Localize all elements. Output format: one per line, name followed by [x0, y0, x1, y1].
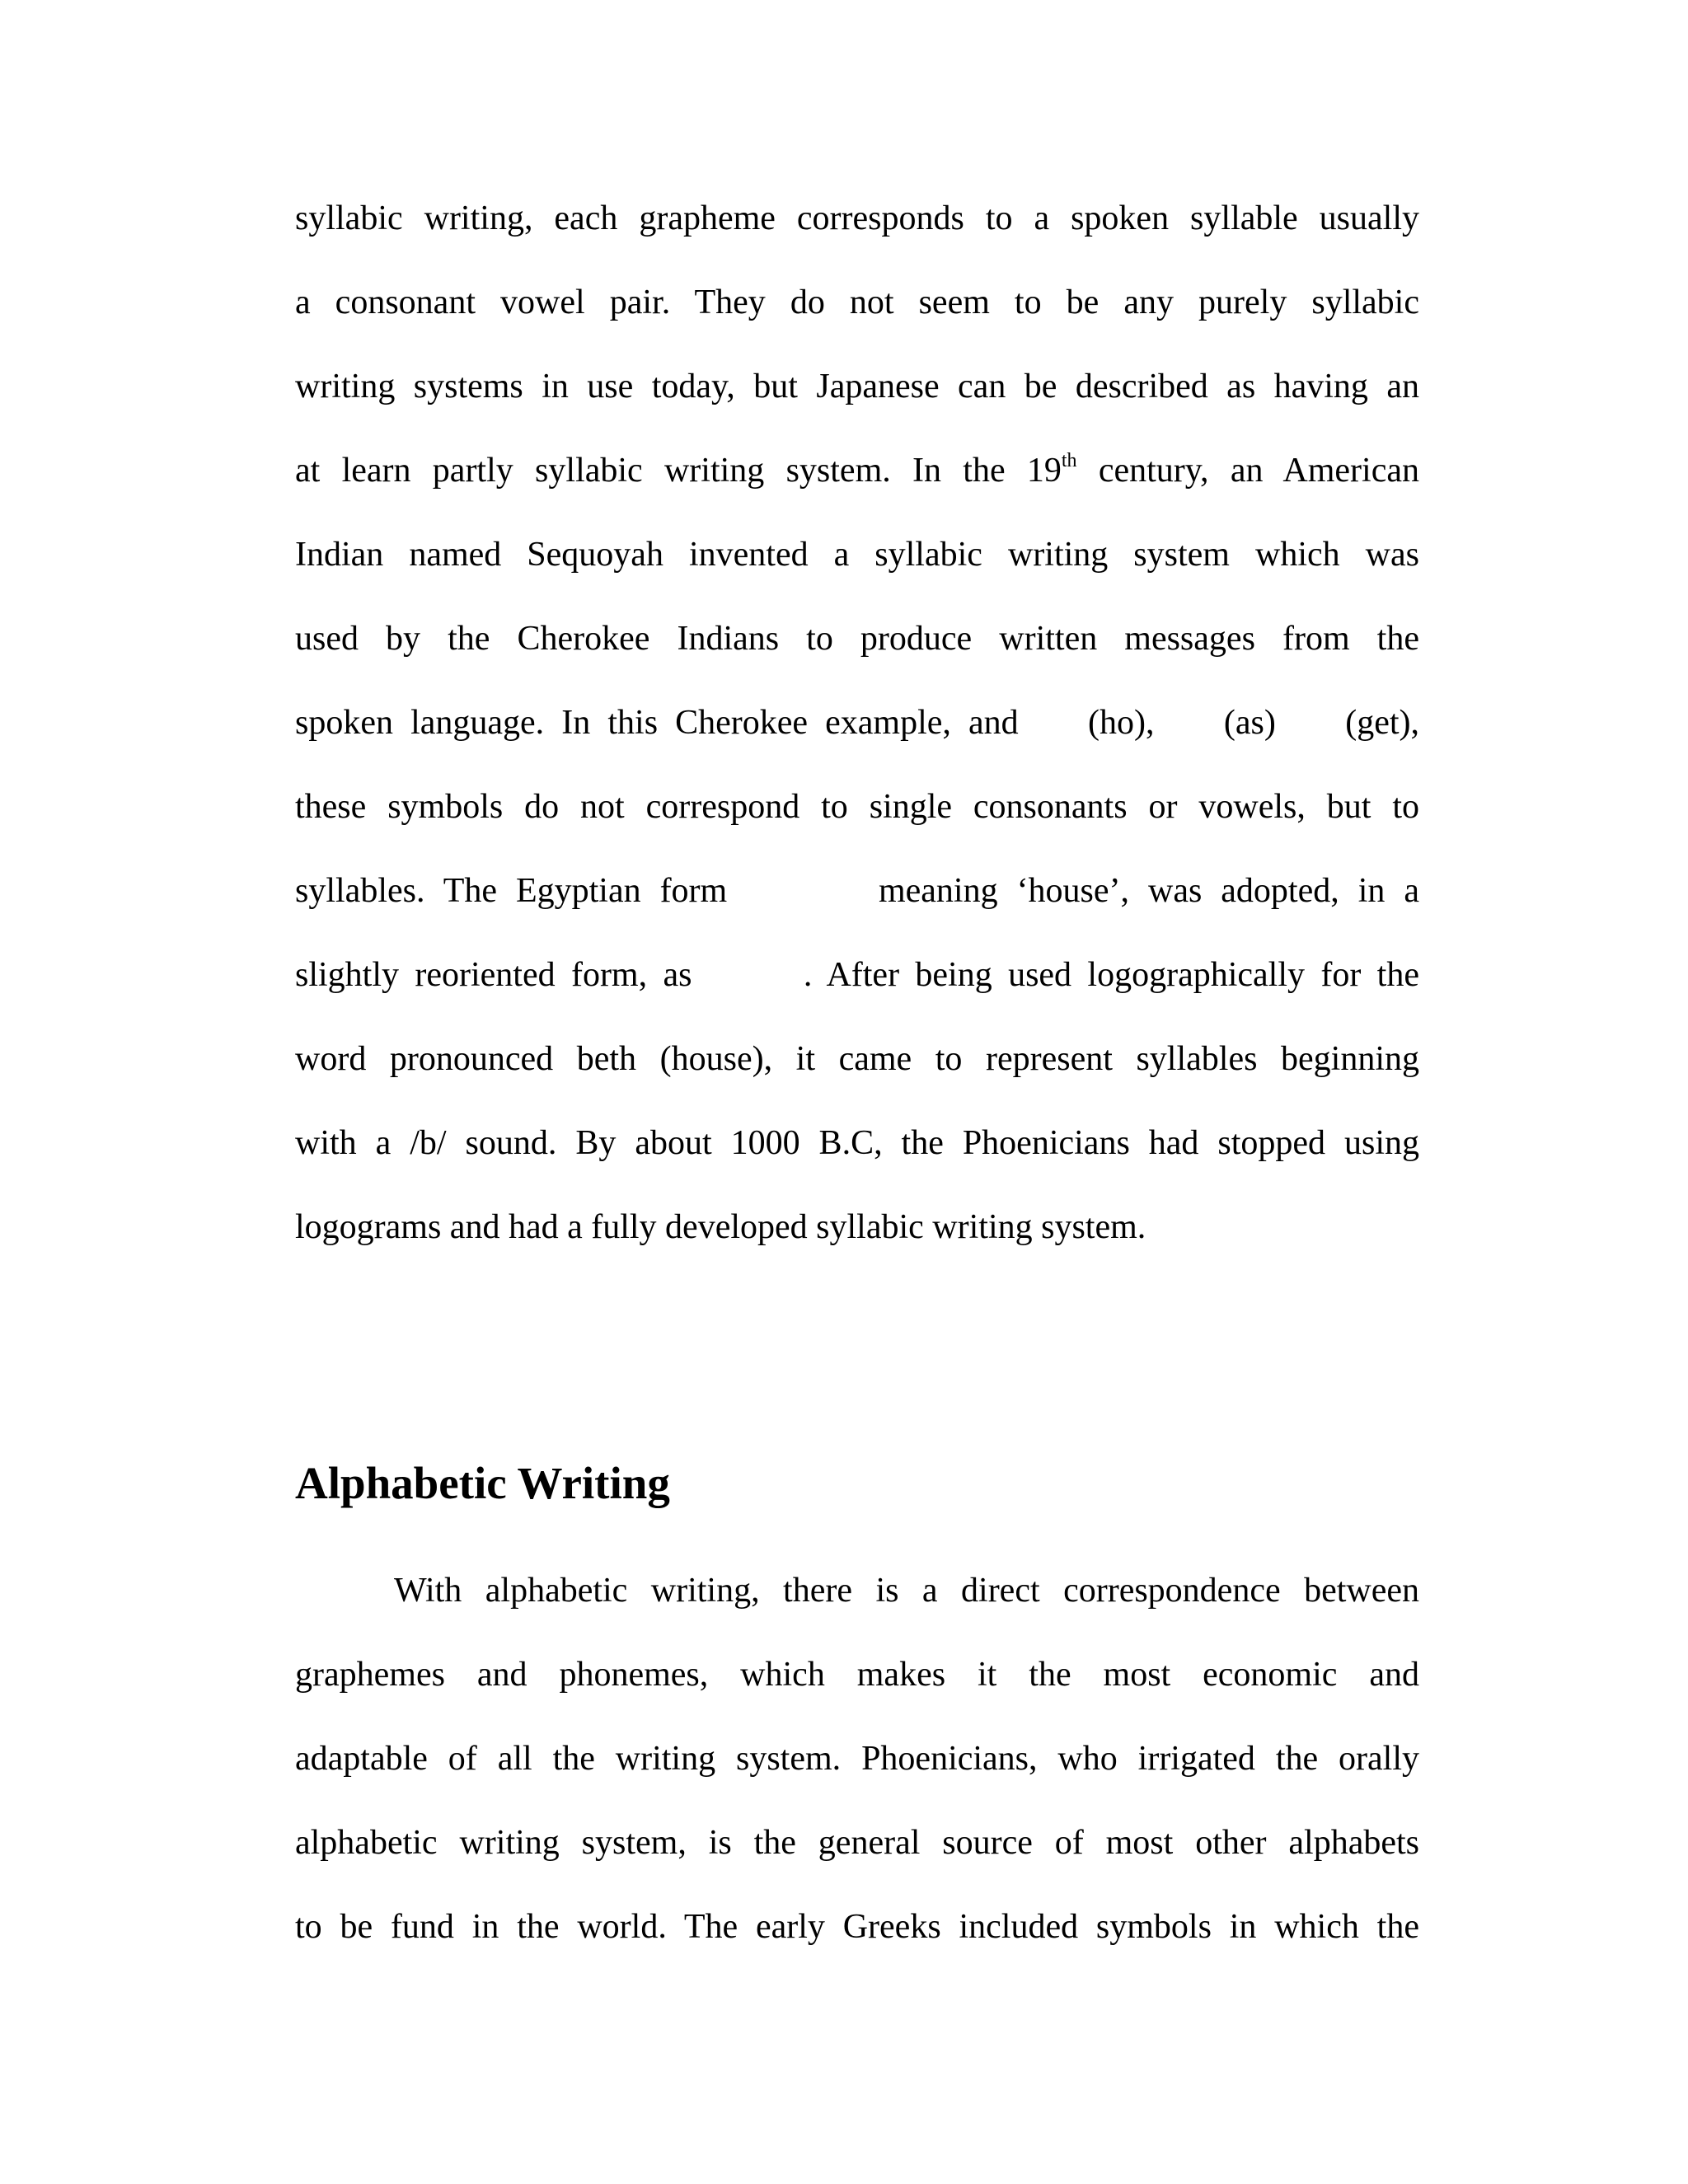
paragraph-1-line-10: slightly reoriented form, as . After being used logographically for the — [295, 956, 1419, 994]
line-4-text-start: at learn partly syllabic writing system. In the 19 — [295, 452, 1062, 490]
paragraph-2-line-1: With alphabetic writing, there is a direct correspondence between — [394, 1572, 1419, 1610]
paragraph-1-line-5: Indian named Sequoyah invented a syllabic writing system which was — [295, 536, 1419, 574]
paragraph-1-line-3: writing systems in use today, but Japanese can be described as having an — [295, 368, 1419, 405]
paragraph-1-line-9: syllables. The Egyptian form meaning ‘house’, was adopted, in a — [295, 872, 1419, 910]
line-4-text-end: century, an American — [1076, 452, 1419, 490]
paragraph-1-line-1: syllabic writing, each grapheme corresponds to a spoken syllable usually — [295, 199, 1419, 237]
paragraph-1-line-2: a consonant vowel pair. They do not seem to be any purely syllabic — [295, 284, 1419, 321]
paragraph-1-line-8: these symbols do not correspond to single consonants or vowels, but to — [295, 788, 1419, 826]
paragraph-2-line-4: alphabetic writing system, is the general source of most other alphabets — [295, 1824, 1419, 1862]
paragraph-2-line-3: adaptable of all the writing system. Phoenicians, who irrigated the orally — [295, 1740, 1419, 1778]
paragraph-2-line-5: to be fund in the world. The early Greeks included symbols in which the — [295, 1908, 1419, 1946]
paragraph-1-line-12: with a /b/ sound. By about 1000 B.C, the Phoenicians had stopped using — [295, 1124, 1419, 1162]
paragraph-1-line-6: used by the Cherokee Indians to produce written messages from the — [295, 620, 1419, 658]
paragraph-1-line-11: word pronounced beth (house), it came to represent syllables beginning — [295, 1040, 1419, 1078]
paragraph-1-line-4 — [295, 448, 1419, 493]
paragraph-2-line-2: graphemes and phonemes, which makes it the most economic and — [295, 1656, 1419, 1694]
section-heading: Alphabetic Writing — [295, 1458, 670, 1508]
paragraph-1-line-13: logograms and had a fully developed syllabic writing system. — [295, 1208, 1146, 1246]
paragraph-1-line-7: spoken language. In this Cherokee example, and (ho), (as) (get), — [295, 704, 1419, 742]
superscript-th: th — [1061, 450, 1077, 471]
